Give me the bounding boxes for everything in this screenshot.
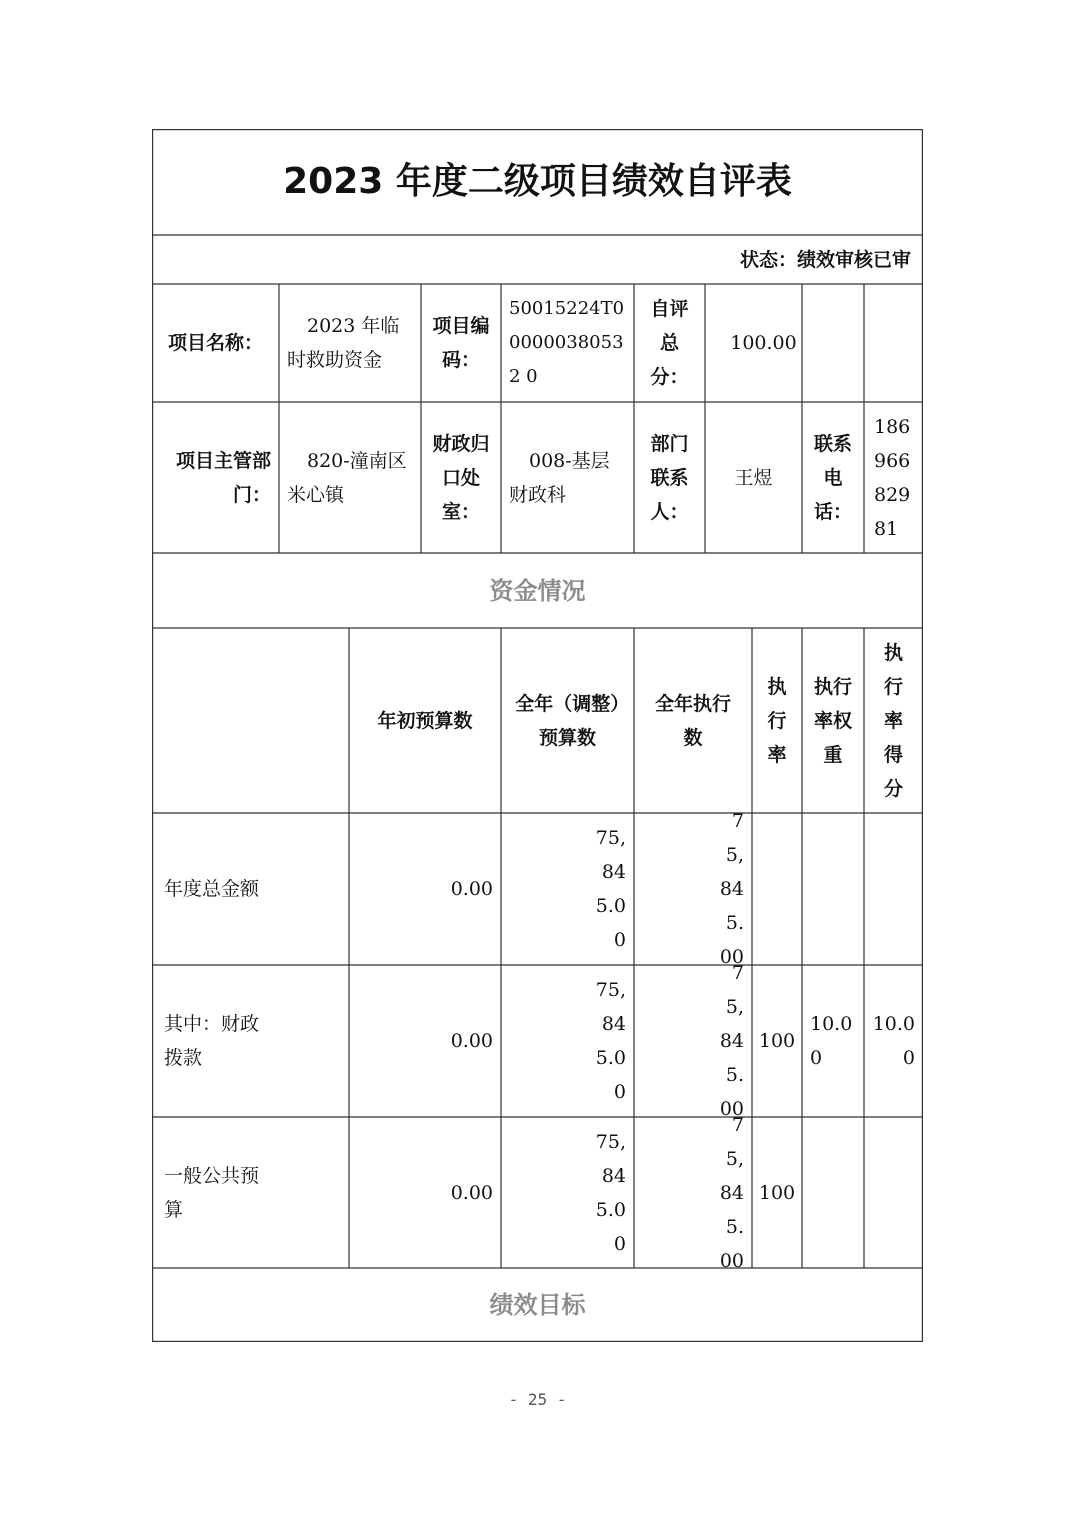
table-row-adjusted: 75,845.00 <box>595 979 626 1103</box>
table-row-label: 年度总金额 <box>164 878 260 900</box>
table-row-label: 其中：财政拨款 <box>164 1013 260 1069</box>
table-row-executed: 75,845.00 <box>719 1113 744 1272</box>
table-row-rate <box>752 813 802 965</box>
table-row-score <box>864 1117 923 1268</box>
department-value: 820-潼南区米心镇 <box>287 449 407 506</box>
table-row-score <box>864 813 923 965</box>
header-rate-weight: 执行率权重 <box>813 675 852 766</box>
header-executed: 全年执行数 <box>654 692 731 749</box>
contact-label: 部门联系人： <box>650 432 689 523</box>
funds-section-title: 资金情况 <box>489 576 586 605</box>
phone-label: 联系电话： <box>813 432 852 523</box>
project-code-value: 50015224T000000380532 0 <box>509 298 625 387</box>
page-title <box>152 129 923 235</box>
page-number: - 25 - <box>508 1390 567 1409</box>
table-row-executed: 75,845.00 <box>719 962 744 1120</box>
header-adjusted-budget: 全年（调整）预算数 <box>515 692 620 749</box>
empty-cell <box>802 284 864 402</box>
department-label: 项目主管部门： <box>175 449 271 506</box>
finance-office-label: 财政归口处室： <box>432 432 490 523</box>
table-row-score: 10.00 <box>872 1013 915 1069</box>
header-rate-score: 执行率得分 <box>883 641 903 800</box>
status-row <box>152 235 923 284</box>
status-text: 状态：绩效审核已审 <box>739 248 911 271</box>
table-row-rate: 100 <box>758 1181 796 1204</box>
self-score-label: 自评总分： <box>650 298 689 388</box>
header-initial-budget: 年初预算数 <box>377 709 473 732</box>
project-name-value: 2023 年临时救助资金 <box>287 315 400 371</box>
performance-table <box>152 129 923 1342</box>
table-row-initial: 0.00 <box>450 1030 493 1052</box>
empty-cell <box>864 284 923 402</box>
finance-office-value: 008-基层财政科 <box>509 449 610 506</box>
project-code-label: 项目编码： <box>432 315 490 371</box>
self-score-value: 100.00 <box>730 332 797 354</box>
page-title-text: 2023 年度二级项目绩效自评表 <box>283 161 792 202</box>
contact-value: 王煜 <box>734 466 773 489</box>
header-execution-rate: 执行率 <box>767 675 787 766</box>
table-row-weight: 10.00 <box>810 1013 853 1069</box>
funds-header-empty <box>152 628 349 813</box>
table-row-label: 一般公共预算 <box>164 1164 260 1221</box>
phone-value: 186966829 81 <box>874 415 911 540</box>
table-row-weight <box>802 813 864 965</box>
table-row-initial: 0.00 <box>450 878 493 900</box>
table-row-executed: 75,845.00 <box>719 810 744 968</box>
table-row-rate: 100 <box>758 1030 796 1052</box>
table-row-weight <box>802 1117 864 1268</box>
project-name-label: 项目名称： <box>167 332 263 354</box>
table-row-initial: 0.00 <box>450 1181 493 1204</box>
table-row-adjusted: 75,845.00 <box>595 1130 626 1255</box>
goals-section-title: 绩效目标 <box>489 1291 586 1319</box>
table-row-adjusted: 75,845.00 <box>595 827 626 951</box>
